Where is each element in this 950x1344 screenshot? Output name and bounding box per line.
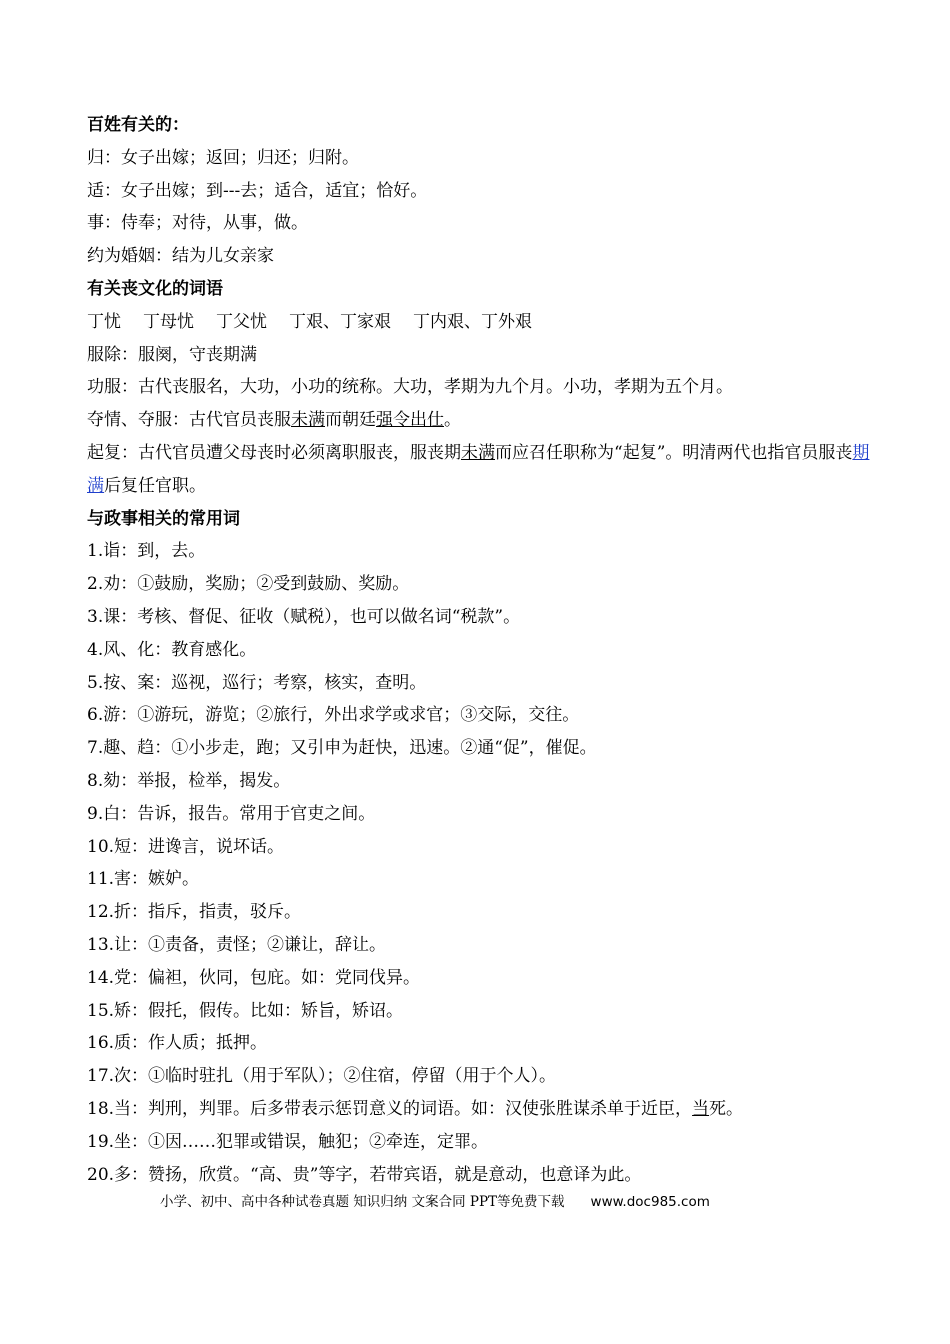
list-item: 16.质：作人质；抵押。 [87, 1033, 268, 1054]
document-page [87, 109, 877, 1191]
entry-duoqing [87, 404, 877, 437]
list-item: 9.白：告诉，报告。常用于官吏之间。 [87, 803, 376, 824]
entry-shi-suitable: 适：女子出嫁；到---去；适合，适宜；恰好。 [87, 180, 428, 201]
list-item: 7.趣、趋：①小步走，跑；又引申为赶快，迅速。②通“促”，催促。 [87, 738, 597, 759]
list-item [87, 1093, 877, 1126]
list-item: 14.党：偏袒，伙同，包庇。如：党同伐异。 [87, 967, 421, 988]
hyperlink-qiman[interactable]: 期满 [87, 442, 870, 496]
list-item: 3.课：考核、督促、征收（赋税），也可以做名词“税款”。 [87, 606, 521, 627]
qifu-mid: 而应召任职称为“起复”。明清两代也指官员服丧 [495, 442, 853, 463]
ding-term: 丁艰、丁家艰 [289, 311, 391, 332]
underlined-term: 未满 [291, 410, 325, 431]
item18-prefix: 18.当：判刑，判罪。后多带表示惩罚意义的词语。如：汉使张胜谋杀单于近臣， [87, 1098, 693, 1119]
ding-term: 丁母忧 [143, 311, 194, 332]
entry-gongfu: 功服：古代丧服名，大功，小功的统称。大功，孝期为九个月。小功，孝期为五个月。 [87, 377, 733, 398]
list-item: 8.劾：举报，检举，揭发。 [87, 770, 291, 791]
footer-text: 小学、初中、高中各种试卷真题 知识归纳 文案合同 PPT等免费下载 [160, 1194, 565, 1210]
entry-fuchu: 服除：服阕，守丧期满 [87, 344, 257, 365]
list-item: 17.次：①临时驻扎（用于军队）；②住宿，停留（用于个人）。 [87, 1066, 557, 1087]
ding-term: 丁内艰、丁外艰 [413, 311, 532, 332]
duoqing-prefix: 夺情、夺服：古代官员丧服 [87, 410, 291, 431]
list-item: 13.让：①责备，责怪；②谦让，辞让。 [87, 934, 387, 955]
section-heading-mourning: 有关丧文化的词语 [87, 278, 223, 299]
duoqing-mid: 而朝廷 [325, 410, 376, 431]
list-item: 11.害：嫉妒。 [87, 869, 200, 890]
list-item: 15.矫：假托，假传。比如：矫旨，矫诏。 [87, 1000, 404, 1021]
list-item: 12.折：指斥，指责，驳斥。 [87, 902, 302, 923]
underlined-term: 未满 [461, 442, 495, 463]
list-item: 1.诣：到，去。 [87, 541, 206, 562]
underlined-term: 当 [692, 1098, 710, 1119]
page-footer [160, 1190, 710, 1210]
list-item: 5.按、案：巡视，巡行；考察，核实，查明。 [87, 672, 427, 693]
ding-term: 丁忧 [87, 311, 121, 332]
underlined-term: 强令出仕 [376, 410, 444, 431]
qifu-prefix: 起复：古代官员遭父母丧时必须离职服丧，服丧期 [87, 442, 461, 463]
list-item: 6.游：①游玩，游览；②旅行，外出求学或求官；③交际，交往。 [87, 705, 580, 726]
entry-gui: 归：女子出嫁；返回；归还；归附。 [87, 147, 359, 168]
list-item: 10.短：进谗言，说坏话。 [87, 836, 285, 857]
entry-shi-serve: 事：侍奉；对待，从事，做。 [87, 213, 308, 234]
entry-ding-terms [87, 306, 877, 339]
footer-url[interactable]: www.doc985.com [590, 1194, 710, 1210]
list-item: 20.多：赞扬，欣赏。“高、贵”等字，若带宾语，就是意动，也意译为此。 [87, 1164, 642, 1185]
list-item: 19.坐：①因……犯罪或错误，触犯；②牵连，定罪。 [87, 1131, 489, 1152]
entry-marriage: 约为婚姻：结为儿女亲家 [87, 246, 274, 267]
ding-term: 丁父忧 [216, 311, 267, 332]
list-item: 2.劝：①鼓励，奖励；②受到鼓励、奖励。 [87, 574, 410, 595]
section-heading-commoners: 百姓有关的： [87, 115, 189, 135]
section-heading-politics: 与政事相关的常用词 [87, 508, 240, 529]
entry-qifu [87, 437, 877, 503]
list-item: 4.风、化：教育感化。 [87, 639, 257, 660]
duoqing-suffix: 。 [444, 410, 461, 431]
qifu-suffix: 后复任官职。 [104, 475, 206, 496]
item18-suffix: 死。 [709, 1098, 744, 1119]
